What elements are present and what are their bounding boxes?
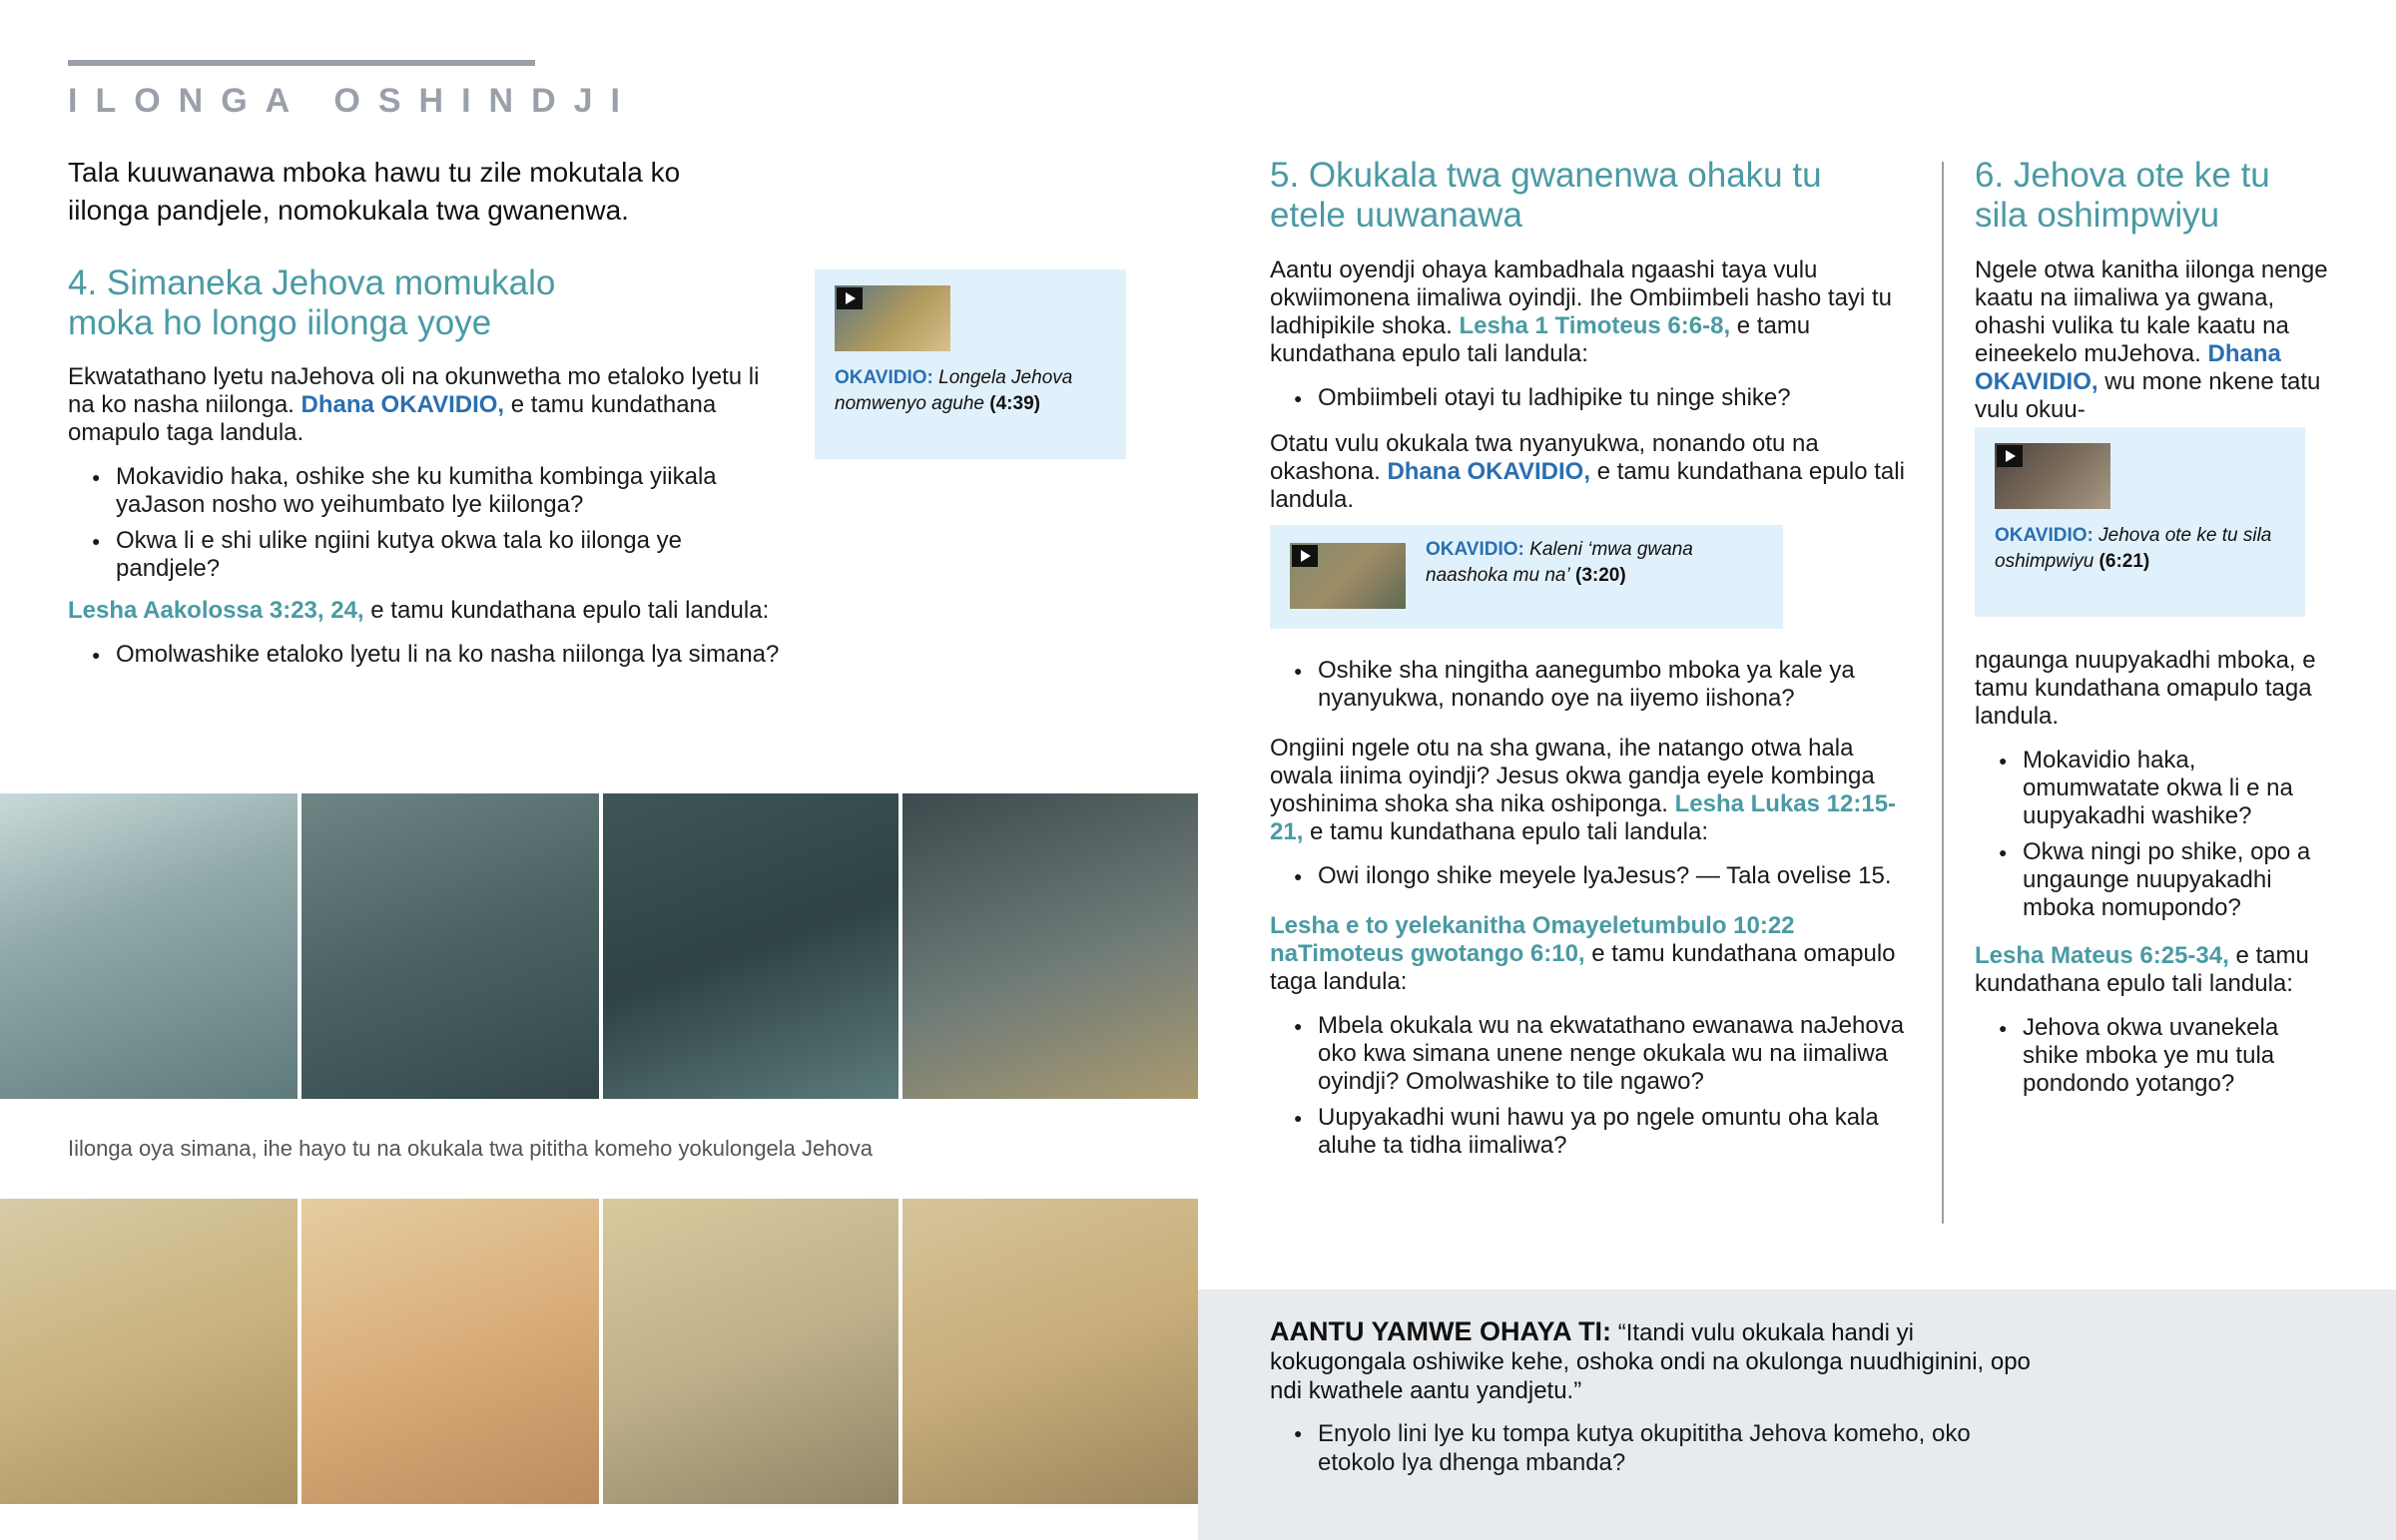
section6-video-link[interactable]: Dhana OKAVIDIO,	[1975, 340, 2281, 395]
list-item: ● Omolwashike etaloko lyetu li na ko nasha niilonga lya simana?	[68, 641, 787, 669]
list-item: ● Uupyakadhi wuni hawu ya po ngele omuntu oha kala aluhe ta tidha iimaliwa?	[1270, 1104, 1919, 1160]
list-item: ● Okwa ningi po shike, opo a ungaunge nuupyakadhi mboka nomupondo?	[1975, 838, 2334, 922]
list-item: ● Mokavidio haka, oshike she ku kumitha kombinga yiikala yaJason nosho wo yeihumbato lye kiilonga?	[68, 463, 787, 519]
office-night-panel-3	[603, 793, 898, 1099]
section5-video-card[interactable]	[1270, 525, 1783, 629]
section6-video-card[interactable]	[1975, 427, 2305, 617]
section5-questions-3	[1270, 862, 1919, 890]
list-item: ● Mbela okukala wu na ekwatathano ewanawa naJehova oko kwa simana unene nenge okukala wu na iimaliwa oyindji? Omolwashike to tile ngawo?	[1270, 1012, 1919, 1096]
section5-body-top	[1270, 257, 1919, 530]
meeting-panel	[603, 1199, 898, 1504]
list-item: ● Jehova okwa uvanekela shike mboka ye mu tula pondondo yotango?	[1975, 1014, 2334, 1098]
section6-paragraph-1: Ngele otwa kanitha iilonga nenge kaatu na iimaliwa ya gwana, ohashi vulika tu kale kaatu na eineekelo muJehova. Dhana OKAVIDIO, wu mone nkene tatu vulu okuu-	[1975, 257, 2328, 423]
video-caption: OKAVIDIO: Longela Jehova nomwenyo aguhe (4:39)	[835, 367, 1073, 414]
play-icon[interactable]	[837, 287, 863, 309]
section5-scripture-link-3[interactable]: Lesha e to yelekanitha Omayeletumbulo 10:22 naTimoteus gwotango 6:10,	[1270, 912, 1795, 967]
header-rule	[68, 60, 535, 66]
play-icon[interactable]	[1292, 545, 1318, 567]
section5-video-link[interactable]: Dhana OKAVIDIO,	[1387, 458, 1591, 485]
illustration-caption: Iilonga oya simana, ihe hayo tu na okukala twa pititha komeho yokulongela Jehova	[68, 1136, 873, 1161]
section4-video-link[interactable]: Dhana OKAVIDIO,	[300, 391, 505, 418]
section5-paragraph-1: Aantu oyendji ohaya kambadhala ngaashi taya vulu okwiimonena iimaliwa oyindji. Ihe Ombiimbeli hasho tayi tu ladhipikile shoka. Lesha 1 Timoteus 6:6-8, e tamu kundathana epulo tali landula:	[1270, 257, 1892, 367]
section6-paragraph-2: ngaunga nuupyakadhi mboka, e tamu kundathana omapulo taga landula.	[1975, 647, 2316, 730]
section6-questions-1	[1975, 747, 2334, 922]
section5-paragraph-2: Otatu vulu okukala twa nyanyukwa, nonando otu na okashona. Dhana OKAVIDIO, e tamu kundathana epulo tali landula.	[1270, 430, 1905, 513]
play-icon[interactable]	[1997, 445, 2023, 467]
section5-questions-1	[1270, 384, 1919, 412]
kitchen-night-panel	[902, 793, 1198, 1099]
office-night-panel-1	[0, 793, 298, 1099]
list-item: ● Owi ilongo shike meyele lyaJesus? — Tala ovelise 15.	[1270, 862, 1919, 890]
section4-questions-2	[68, 641, 787, 669]
section6-title: 6. Jehova ote ke tu sila oshimpwiyu	[1975, 156, 2270, 235]
section6-questions-2	[1975, 1014, 2334, 1098]
section5-questions-4	[1270, 1012, 1919, 1160]
section5-scripture-link-1[interactable]: Lesha 1 Timoteus 6:6-8,	[1459, 312, 1731, 339]
column-divider	[1942, 162, 1944, 1224]
video-thumbnail[interactable]	[835, 285, 950, 351]
video-thumbnail[interactable]	[1290, 543, 1406, 609]
video-caption: OKAVIDIO: Kaleni ‘mwa gwana naashoka mu na’ (3:20)	[1426, 539, 1693, 586]
quote-text	[1270, 1317, 2049, 1405]
section6-paragraph-3: Lesha Mateus 6:25-34, e tamu kundathana epulo tali landula:	[1975, 942, 2309, 997]
list-item: ● Oshike sha ningitha aanegumbo mboka ya kale ya nyanyukwa, nonando oye na iiyemo iishona?	[1270, 657, 1919, 713]
section5-scripture-link-2[interactable]: Lesha Lukas 12:15-21,	[1270, 790, 1897, 845]
section4-video-card[interactable]	[815, 269, 1126, 459]
quote-questions	[1270, 1419, 2029, 1477]
section5-questions-2	[1270, 657, 1919, 713]
list-item: ● Ombiimbeli otayi tu ladhipike tu ninge shike?	[1270, 384, 1919, 412]
list-item: ● Okwa li e shi ulike ngiini kutya okwa tala ko iilonga ye pandjele?	[68, 527, 787, 583]
section5-body-bottom	[1270, 657, 1919, 1174]
section4-scripture-link[interactable]: Lesha Aakolossa 3:23, 24,	[68, 597, 364, 624]
list-item: ● Mokavidio haka, omumwatate okwa li e na uupyakadhi washike?	[1975, 747, 2334, 830]
section4-title: 4. Simaneka Jehova momukalo moka ho longo iilonga yoye	[68, 263, 556, 342]
quote-lead: AANTU YAMWE OHAYA TI:	[1270, 1316, 1612, 1346]
section4-questions-1	[68, 463, 787, 583]
section6-body-top	[1975, 257, 2334, 440]
video-caption: OKAVIDIO: Jehova ote ke tu sila oshimpwiyu (6:21)	[1995, 525, 2272, 572]
section4-paragraph-1: Ekwatathano lyetu naJehova oli na okunwetha mo etaloko lyetu li na ko nasha niilonga. Dhana OKAVIDIO, e tamu kundathana omapulo taga landula.	[68, 363, 760, 446]
section-label: ILONGA OSHINDJI	[68, 82, 638, 120]
section5-paragraph-3: Ongiini ngele otu na sha gwana, ihe natango otwa hala owala iinima oyindji? Jesus okwa gandja eyele kombinga yoshinima shoka sha nika oshiponga. Lesha Lukas 12:15-21, e tamu kundathana epulo tali landula:	[1270, 735, 1897, 845]
quote-body: “Itandi vulu okukala handi yi kokugongala oshiwike kehe, oshoka ondi na okulonga nuudhiginini, opo ndi kwathele aantu yandjetu.”	[1270, 1319, 2031, 1404]
intro-text: Tala kuuwanawa mboka hawu tu zile mokutala ko iilonga pandjele, nomokukala twa gwanenwa.	[68, 157, 681, 226]
section4-paragraph-2: Lesha Aakolossa 3:23, 24, e tamu kundathana epulo tali landula:	[68, 597, 770, 624]
family-dinner-panel	[902, 1199, 1198, 1504]
office-day-panel-2	[301, 1199, 599, 1504]
video-thumbnail[interactable]	[1995, 443, 2110, 509]
section5-paragraph-4: Lesha e to yelekanitha Omayeletumbulo 10:22 naTimoteus gwotango 6:10, e tamu kundathana omapulo taga landula:	[1270, 912, 1896, 995]
section6-body-bottom	[1975, 647, 2334, 1112]
list-item: ● Enyolo lini lye ku tompa kutya okupititha Jehova komeho, oko etokolo lya dhenga mbanda?	[1270, 1419, 2029, 1477]
section5-title: 5. Okukala twa gwanenwa ohaku tu etele uuwanawa	[1270, 156, 1822, 235]
office-night-panel-2	[301, 793, 599, 1099]
section6-scripture-link[interactable]: Lesha Mateus 6:25-34,	[1975, 942, 2229, 969]
quote-box	[1198, 1289, 2396, 1540]
office-day-panel-1	[0, 1199, 298, 1504]
section4-body	[68, 363, 787, 683]
